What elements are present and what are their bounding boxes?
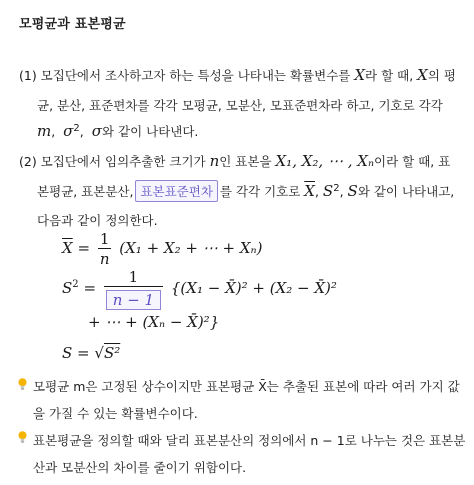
mean-lhs: $\overline{X}$ [62, 239, 73, 257]
var-continued: + ⋯ + (Xₙ − X̄)²} [88, 313, 220, 331]
item2-line1 [19, 152, 450, 170]
item2-text-f: 와 같이 나타내고, [357, 184, 455, 199]
note2-line2: 산과 모분산의 차이를 줄이기 위함이다. [33, 460, 247, 475]
var-x-2: X [417, 66, 428, 84]
sd-radicand: S² [103, 344, 121, 362]
item2-line3: 다음과 같이 정의한다. [37, 213, 158, 228]
symbol-xbar: $\overline{X}$ [304, 182, 315, 200]
note2-line1: 표본평균을 정의할 때와 달리 표본분산의 정의에서 n − 1로 나누는 것은 표본분 [33, 433, 466, 448]
formula-variance-continued [88, 313, 219, 331]
note1-line1: 모평균 m은 고정된 상수이지만 표본평균 X̄는 추출된 표본에 따라 여러 가지 값 [33, 379, 460, 394]
page-title: 모평균과 표본평균 [19, 17, 126, 32]
formula-sample-sd [62, 344, 120, 362]
mean-rhs: (X₁ + X₂ + ⋯ + Xₙ) [119, 239, 263, 257]
symbol-sigma-2: σ [91, 122, 102, 140]
mean-numerator: 1 [99, 230, 110, 248]
s-exponent: 2 [333, 182, 340, 194]
lightbulb-icon [17, 430, 28, 444]
formula-sample-mean: $\overline{X}$ = $\frac{1}{n}$ (X₁ + X₂ + ⋯ + Xₙ) [62, 230, 263, 268]
item1-line3: m, $\sigma^2$, σ와 같이 나타낸다. [37, 122, 199, 140]
symbol-s-2: S [347, 182, 358, 200]
item1-text-a: (1) 모집단에서 조사하고자 하는 특성을 나타내는 확률변수를 [19, 68, 355, 83]
item1-text-end: 와 같이 나타낸다. [101, 124, 199, 139]
item2-text-a: (2) 모집단에서 임의추출한 크기가 [19, 154, 210, 169]
var-denominator-highlight: n − 1 [106, 290, 161, 310]
item1-text-c: 의 평 [427, 68, 456, 83]
symbol-s: S [322, 182, 334, 200]
sigma-exponent: 2 [73, 122, 80, 134]
item2-text-b: 인 표본을 [219, 154, 276, 169]
symbol-sigma: σ [63, 122, 74, 140]
symbol-m: m [37, 122, 52, 140]
mean-fraction [98, 230, 112, 268]
item2-line2: 본평균, 표본분산, 표본표준편차 를 각각 기호로 $\overline{X}$, $S^2$, S와 같이 나타내고, [37, 182, 455, 200]
var-exponent: 2 [72, 279, 79, 290]
item2-text-d: 본평균, 표본분산, [37, 184, 134, 199]
var-rhs: {(X₁ − X̄)² + (X₂ − X̄)² [170, 279, 337, 297]
sd-lhs: S = √ [62, 344, 104, 362]
sample-sequence: X₁, X₂, ⋯ , Xₙ [275, 152, 375, 170]
var-x: X [354, 66, 366, 84]
symbol-n: n [209, 152, 220, 170]
note1-line2: 을 가질 수 있는 확률변수이다. [33, 406, 198, 421]
item1-line2: 균, 분산, 표준편차를 각각 모평균, 모분산, 모표준편차라 하고, 기호로 각각 [37, 98, 443, 113]
mean-denominator: n [99, 250, 110, 268]
item2-text-c: 이라 할 때, 표 [374, 154, 451, 169]
lightbulb-icon [17, 377, 28, 391]
item1-text-b: 라 할 때, [365, 68, 418, 83]
item1-line1 [19, 66, 456, 84]
var-lhs: S [62, 279, 73, 297]
var-fraction [104, 268, 163, 310]
item2-text-e: 를 각각 기호로 [219, 184, 305, 199]
formula-sample-variance: $S^2$ = $\frac{1}{n - 1}$ {(X₁ − X̄)² + (X₂ − X̄)² [62, 268, 337, 309]
highlight-box-sample-sd: 표본표준편차 [135, 180, 217, 202]
var-numerator: 1 [128, 268, 139, 286]
